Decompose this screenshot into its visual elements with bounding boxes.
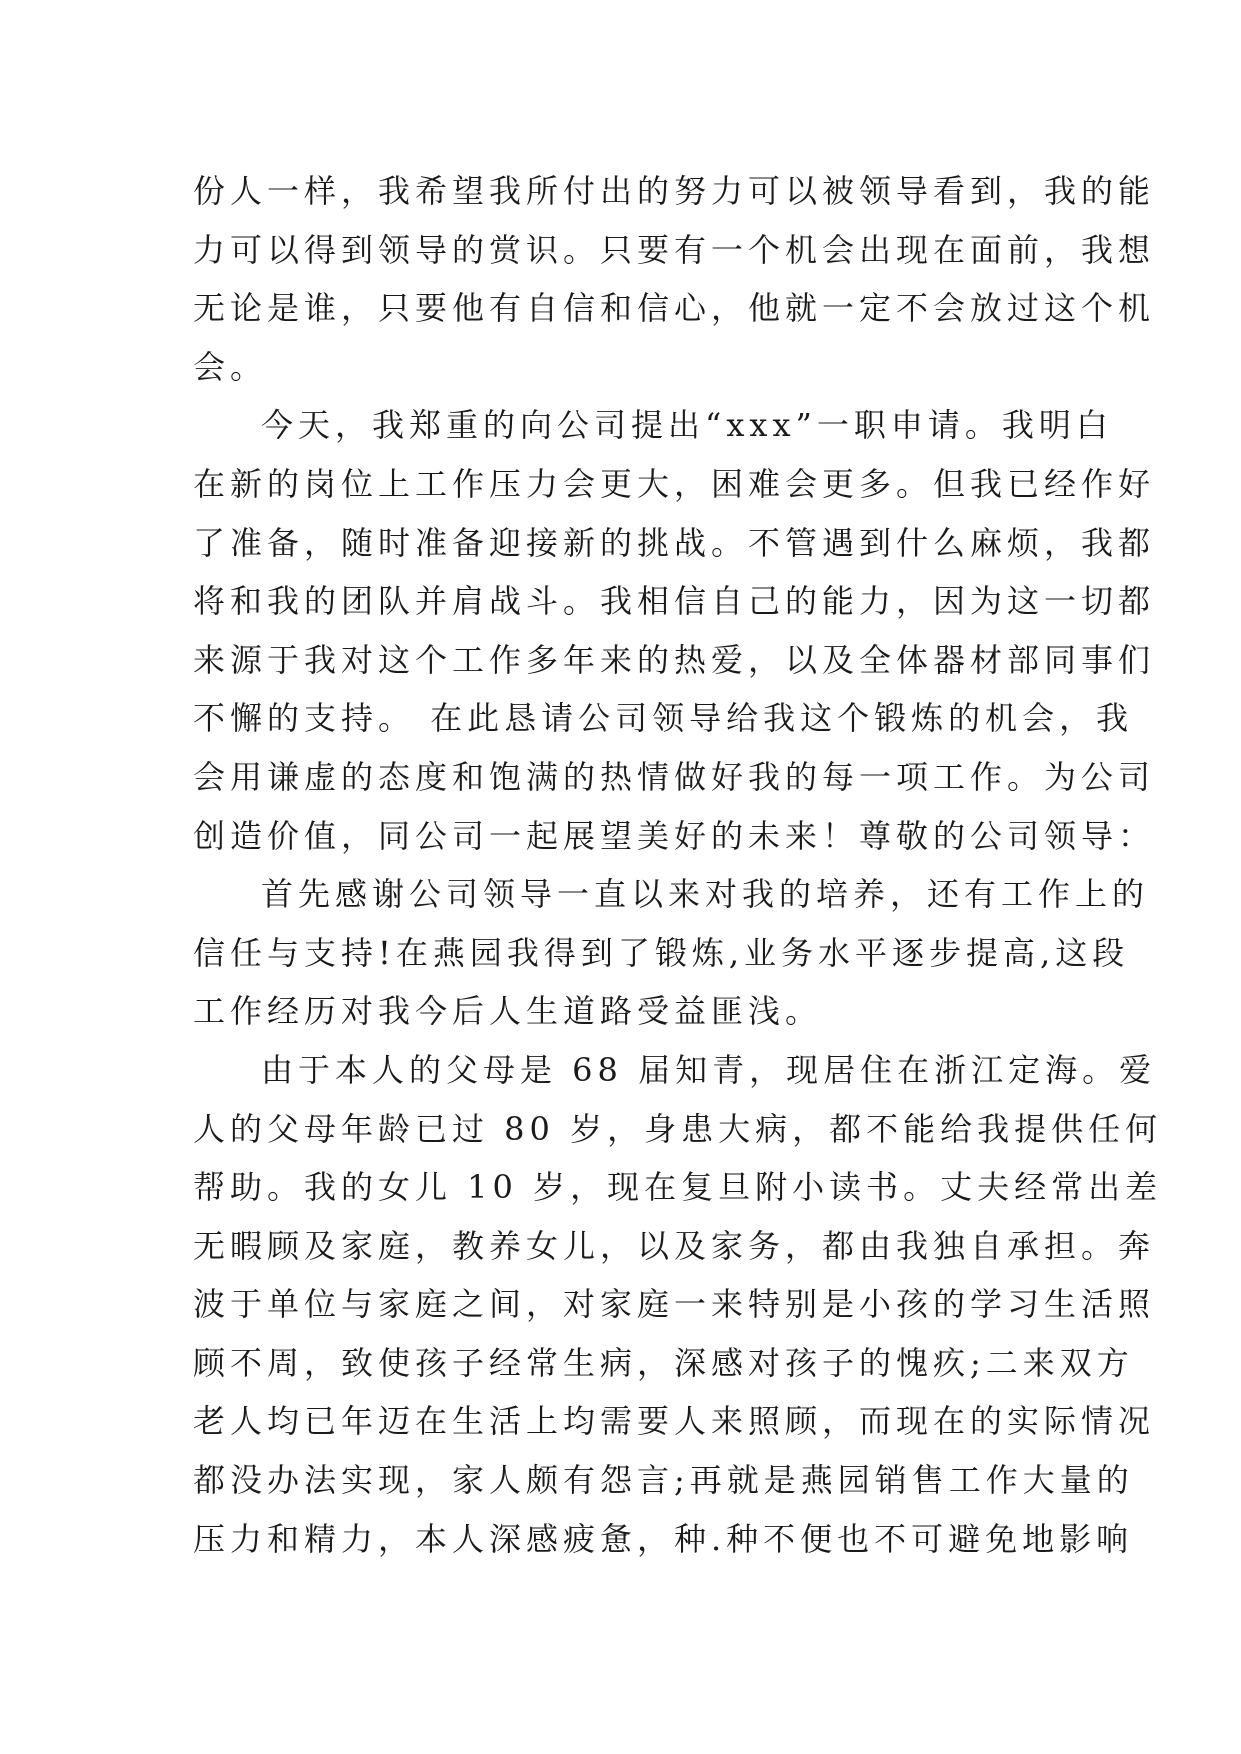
text-line: 创造价值，同公司一起展望美好的未来！尊敬的公司领导：: [193, 816, 1156, 855]
text-line: 不懈的支持。 在此恳请公司领导给我这个锻炼的机会，我: [193, 699, 1134, 738]
text-line: 了准备，随时准备迎接新的挑战。不管遇到什么麻烦，我都: [193, 523, 1156, 562]
text-line: 顾不周，致使孩子经常生病，深感对孩子的愧疚;二来双方: [193, 1343, 1134, 1382]
text-line: 都没办法实现，家人颇有怨言;再就是燕园销售工作大量的: [193, 1461, 1134, 1500]
text-line: 将和我的团队并肩战斗。我相信自己的能力，因为这一切都: [193, 582, 1156, 621]
text-line: 来源于我对这个工作多年来的热爱，以及全体器材部同事们: [193, 640, 1156, 679]
paragraph-first-line: 今天，我郑重的向公司提出“xxx”一职申请。我明白: [261, 406, 1113, 445]
text-line: 帮助。我的女儿 10 岁，现在复旦附小读书。丈夫经常出差: [193, 1168, 1163, 1207]
text-line: 人的父母年龄已过 80 岁，身患大病，都不能给我提供任何: [193, 1109, 1163, 1148]
text-line: 力可以得到领导的赏识。只要有一个机会出现在面前，我想: [193, 230, 1156, 269]
text-line: 在新的岗位上工作压力会更大，困难会更多。但我已经作好: [193, 464, 1156, 503]
text-line: 工作经历对我今后人生道路受益匪浅。: [193, 992, 823, 1031]
text-line: 信任与支持!在燕园我得到了锻炼,业务水平逐步提高,这段: [193, 933, 1130, 972]
text-line: 波于单位与家庭之间，对家庭一来特别是小孩的学习生活照: [193, 1285, 1156, 1324]
text-line: 会。: [193, 347, 268, 386]
text-line: 份人一样，我希望我所付出的努力可以被领导看到，我的能: [193, 172, 1156, 210]
paragraph-first-line: 首先感谢公司领导一直以来对我的培养，还有工作上的: [261, 875, 1150, 914]
text-line: 老人均已年迈在生活上均需要人来照顾，而现在的实际情况: [193, 1402, 1156, 1441]
document-body: [193, 162, 1163, 1568]
text-line: 会用谦虚的态度和饱满的热情做好我的每一项工作。为公司: [193, 757, 1156, 796]
paragraph-first-line: 由于本人的父母是 68 届知青，现居住在浙江定海。爱: [261, 1050, 1157, 1089]
text-line: 无暇顾及家庭，教养女儿，以及家务，都由我独自承担。奔: [193, 1226, 1156, 1265]
text-line: 无论是谁，只要他有自信和信心，他就一定不会放过这个机: [193, 289, 1156, 328]
text-line: 压力和精力，本人深感疲惫，种.种不便也不可避免地影响: [193, 1519, 1134, 1558]
